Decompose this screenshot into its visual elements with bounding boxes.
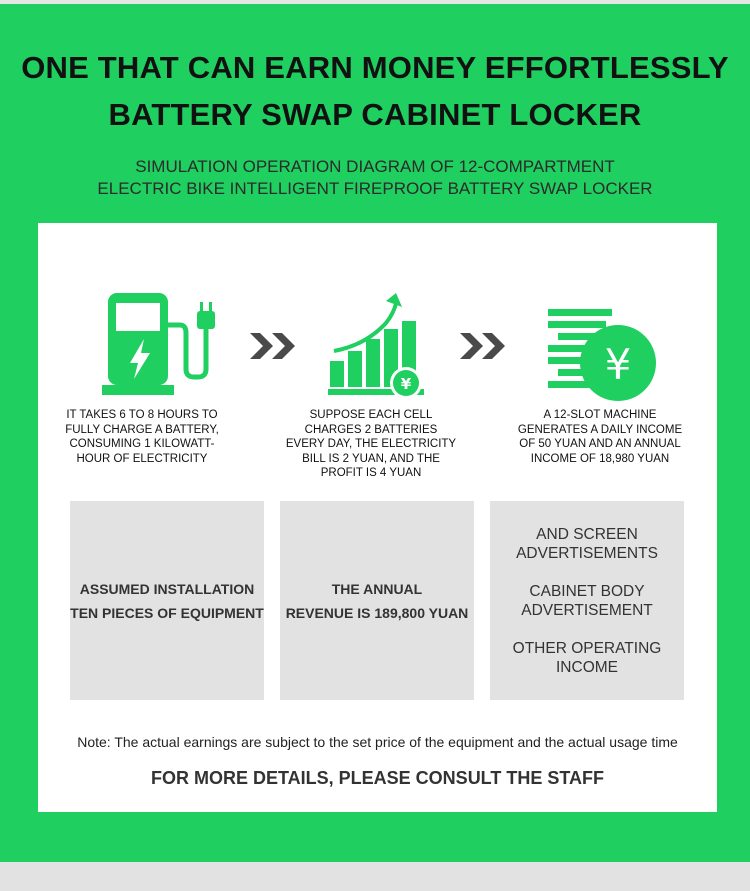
double-chevron-right-icon <box>250 331 298 361</box>
consult-staff-text: FOR MORE DETAILS, PLEASE CONSULT THE STAFF <box>151 768 604 788</box>
step-2-caption: SUPPOSE EACH CELL CHARGES 2 BATTERIES EVERY DAY, THE ELECTRICITY BILL IS 2 YUAN, AND THE PROFIT IS 4 YUAN <box>285 409 457 479</box>
screen-ads-text: AND SCREEN ADVERTISEMENTS <box>516 525 658 562</box>
step-1-caption: IT TAKES 6 TO 8 HOURS TO FULLY CHARGE A BATTERY, CONSUMING 1 KILOWATT-HOUR OF ELECTRICITY <box>65 409 219 465</box>
cabinet-ads-text: CABINET BODY ADVERTISEMENT <box>521 582 653 619</box>
yuan-symbol: ¥ <box>604 340 632 389</box>
double-chevron-right-icon <box>460 331 508 361</box>
bottom-strip <box>0 862 750 891</box>
other-income-text: OTHER OPERATING INCOME <box>512 639 662 676</box>
poster-background <box>0 4 750 862</box>
installation-line-2: TEN PIECES OF EQUIPMENT <box>70 604 264 621</box>
revenue-line-1: THE ANNUAL <box>331 580 423 597</box>
subtitle-line-1: SIMULATION OPERATION DIAGRAM OF 12-COMPARTMENT <box>135 157 615 176</box>
earnings-note: Note: The actual earnings are subject to the set price of the equipment and the actual usage time <box>77 734 678 750</box>
headline-line-2: BATTERY SWAP CABINET LOCKER <box>108 97 642 132</box>
subtitle-line-2: ELECTRIC BIKE INTELLIGENT FIREPROOF BATTERY SWAP LOCKER <box>97 179 653 198</box>
growth-chart-yuan-icon <box>326 293 436 399</box>
charging-station-icon <box>100 291 220 397</box>
other-income-box <box>490 501 684 700</box>
yuan-symbol: ¥ <box>400 375 412 393</box>
diagram-card <box>38 223 717 812</box>
revenue-line-2: REVENUE IS 189,800 YUAN <box>285 604 469 621</box>
annual-revenue-box <box>280 501 474 700</box>
installation-line-1: ASSUMED INSTALLATION <box>79 580 255 597</box>
step-3-caption: A 12-SLOT MACHINE GENERATES A DAILY INCOME OF 50 YUAN AND AN ANNUAL INCOME OF 18,980 YUAN <box>517 409 683 465</box>
yuan-coin-stack-icon <box>544 307 660 401</box>
headline-line-1: ONE THAT CAN EARN MONEY EFFORTLESSLY <box>21 50 729 85</box>
installation-box <box>70 501 264 700</box>
